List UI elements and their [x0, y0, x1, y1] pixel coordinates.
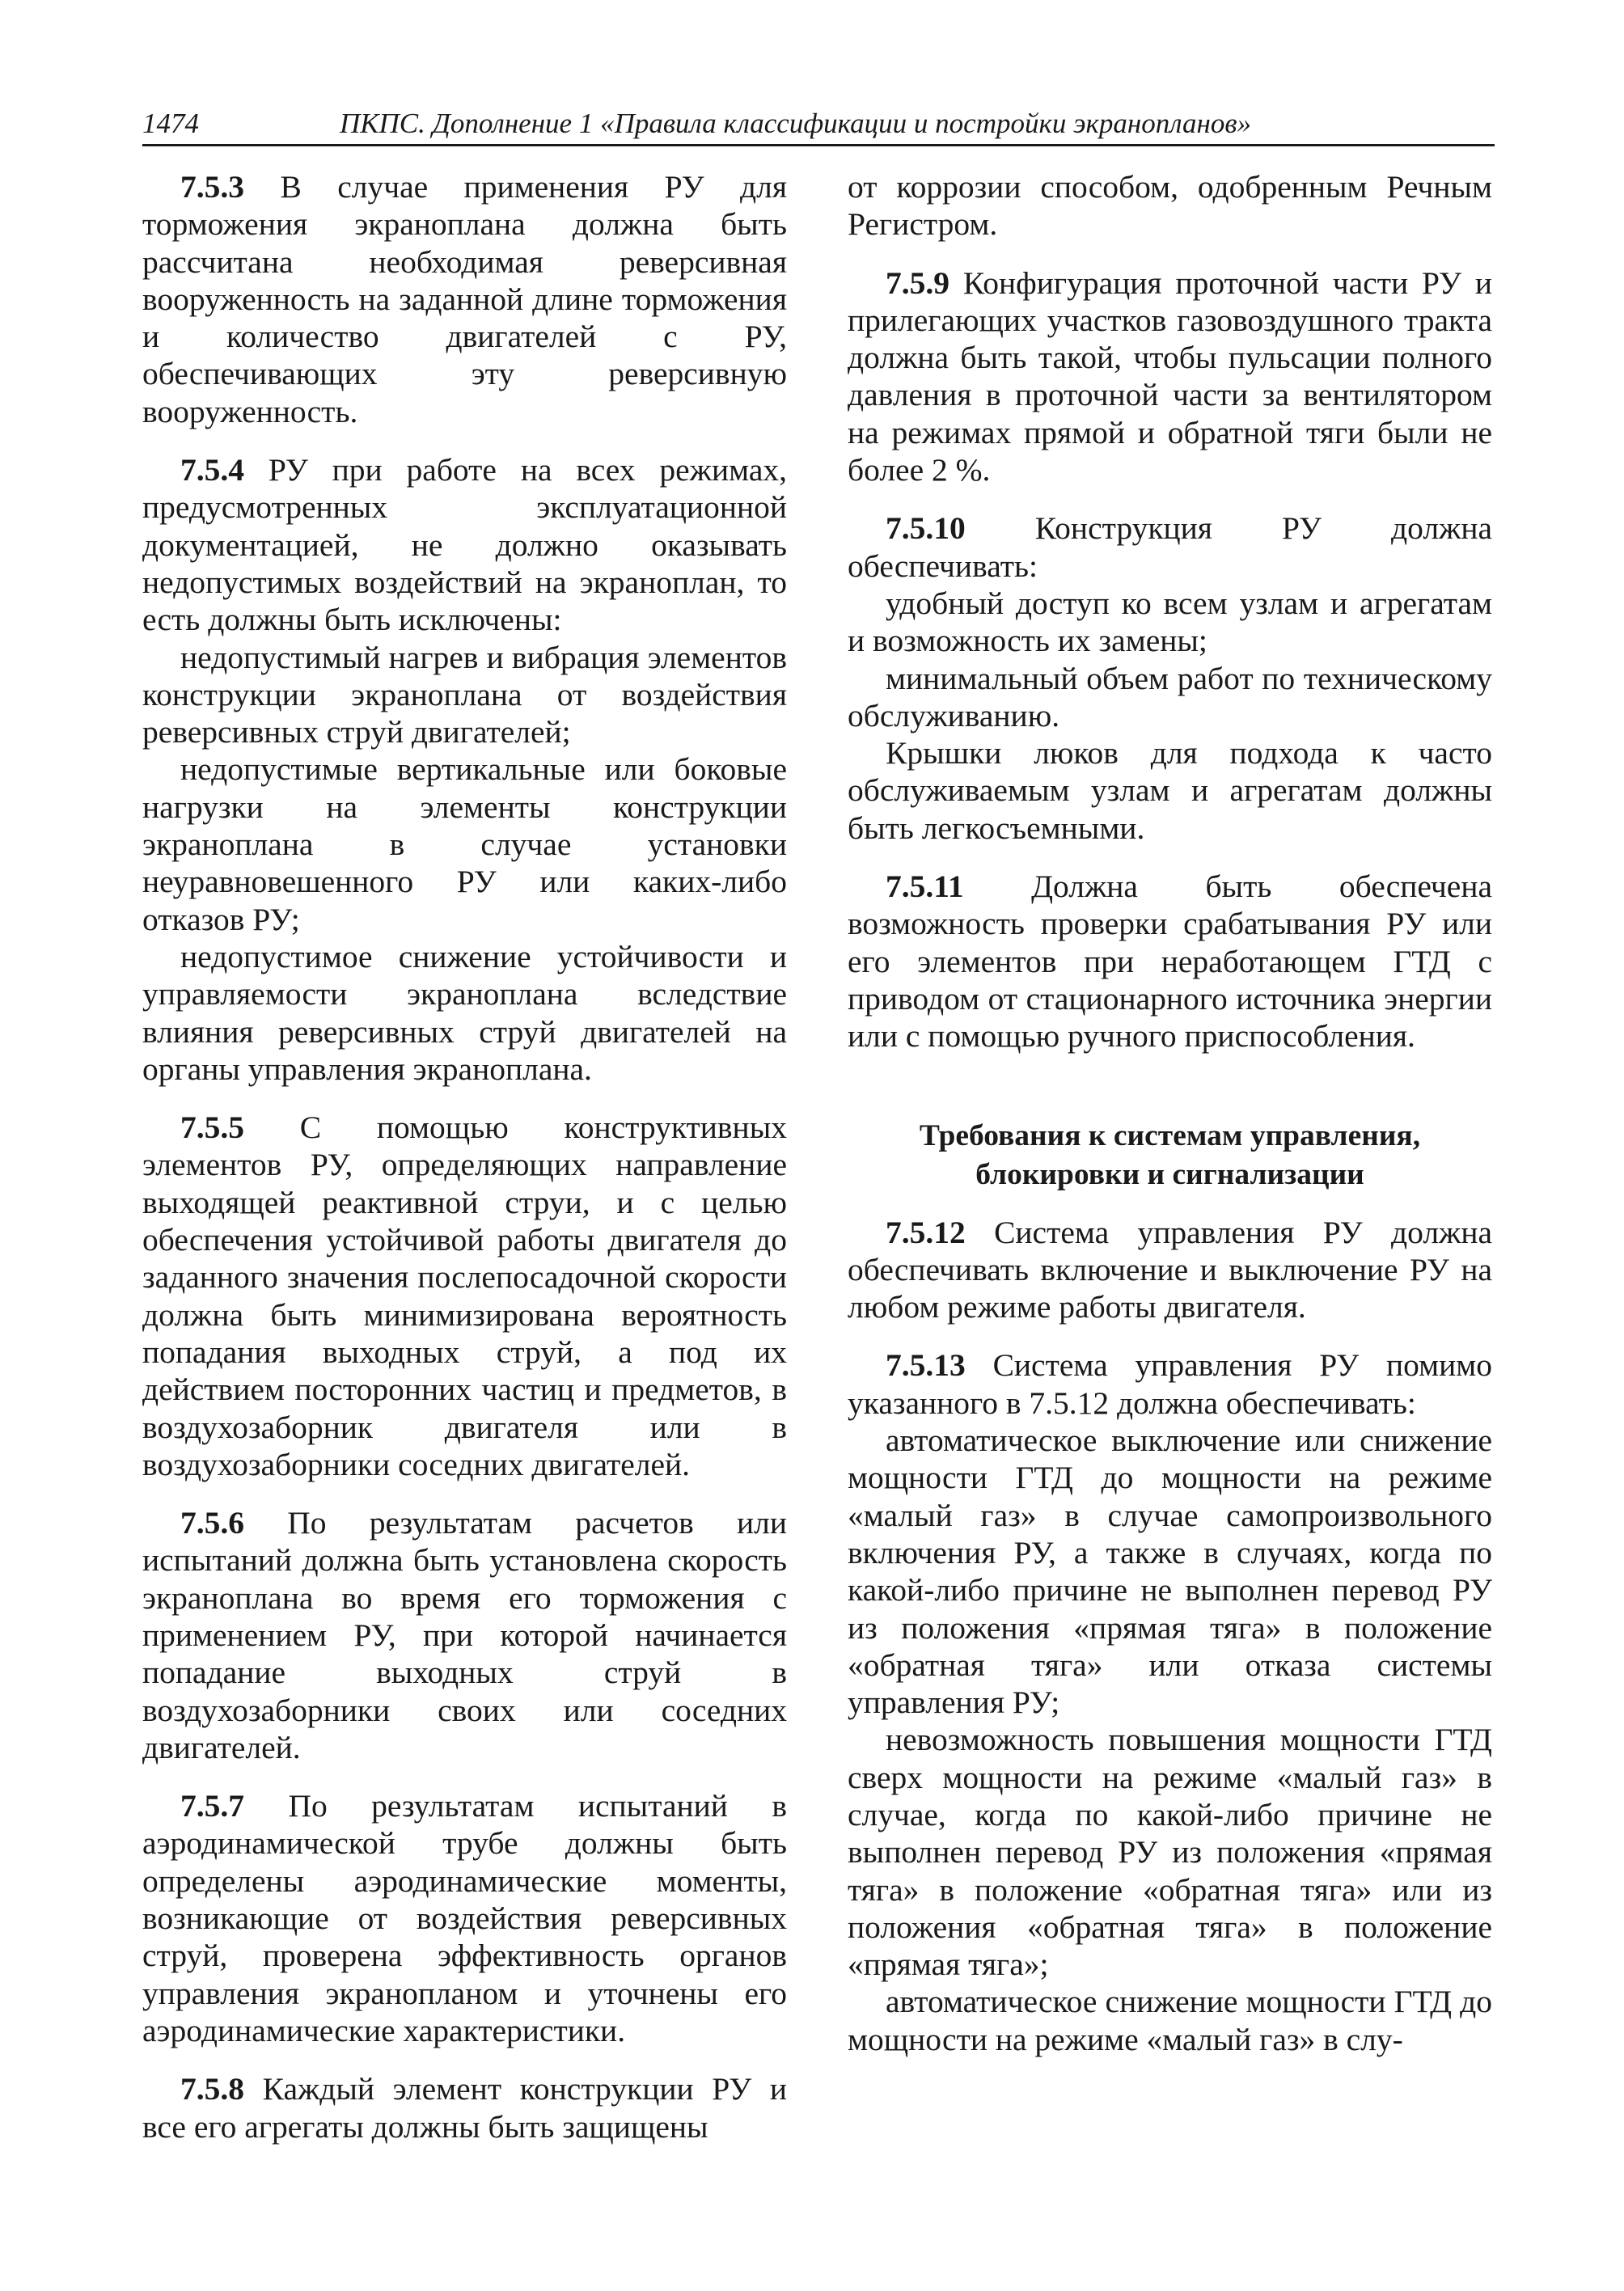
- left-column: [142, 168, 787, 2145]
- paragraph-text: Конфигурация проточной части РУ и прилегающих участков газовоздушного тракта должна быть такой, чтобы пульсации полного давления в проточной части за вентилятором на режимах прямой и обратной тяги были не более 2 %.: [848, 264, 1492, 488]
- clause-number: 7.5.12: [886, 1214, 966, 1250]
- clause-number: 7.5.7: [180, 1788, 244, 1824]
- paragraph-7-5-8-continued: от коррозии способом, одобренным Речным Регистром.: [848, 169, 1492, 243]
- running-title: ПКПС. Дополнение 1 «Правила классификации и постройки экранопланов»: [340, 108, 1252, 139]
- paragraph-text: По результатам испытаний в аэродинамической трубе должны быть определены аэродинамические моменты, возникающие от воздействия реверсивных струй, проверена эффективность органов управления экранопланом и уточнены его аэродинамические характеристики.: [142, 1788, 787, 2048]
- list-item: Крышки люков для подхода к часто обслуживаемым узлам и агрегатам должны быть легкосъемными.: [848, 735, 1492, 846]
- clause-number: 7.5.3: [180, 169, 244, 205]
- paragraph-7-5-6: [142, 1504, 787, 1766]
- paragraph-text: С помощью конструктивных элементов РУ, определяющих направление выходящей реактивной струи, и с целью обеспечения устойчивой работы двигателя до заданного значения послепосадочной скорости должна быть минимизирована вероятность попадания выходных струй, а под их действием посторонних частиц и предметов, в воздухозаборник двигателя или в воздухозаборники соседних двигателей.: [142, 1110, 787, 1482]
- paragraph-7-5-11: [848, 868, 1492, 1055]
- paragraph-7-5-8: [142, 2070, 787, 2145]
- list-item: автоматическое снижение мощности ГТД до мощности на режиме «малый газ» в слу-: [848, 1984, 1492, 2057]
- page-number: 1474: [142, 108, 199, 139]
- paragraph-7-5-4: [142, 451, 787, 638]
- paragraph-text: Система управления РУ должна обеспечивать включение и выключение РУ на любом режиме работы двигателя.: [848, 1214, 1492, 1325]
- paragraph-text: РУ при работе на всех режимах, предусмотренных эксплуатационной документацией, не должно оказывать недопустимых воздействий на экраноплан, то есть должны быть исключены:: [142, 452, 787, 638]
- paragraph-7-5-10: [848, 509, 1492, 585]
- clause-number: 7.5.9: [886, 264, 949, 301]
- paragraph-7-5-12: [848, 1214, 1492, 1326]
- section-heading: [848, 1117, 1492, 1194]
- clause-number: 7.5.11: [886, 869, 964, 905]
- list-item: минимальный объем работ по техническому обслуживанию.: [848, 660, 1492, 733]
- paragraph-text: По результатам расчетов или испытаний должна быть установлена скорость экраноплана во время его торможения с применением РУ, при которой начинается попадание выходных струй в воздухозаборники своих или соседних двигателей.: [142, 1505, 787, 1765]
- clause-number: 7.5.10: [886, 510, 966, 547]
- paragraph-text: В случае применения РУ для торможения экраноплана должна быть рассчитана необходимая реверсивная вооруженность на заданной длине торможения и количество двигателей с РУ, обеспечивающих эту реверсивную вооруженность.: [142, 169, 788, 429]
- list-item: удобный доступ ко всем узлам и агрегатам и возможность их замены;: [848, 585, 1492, 659]
- paragraph-text: Система управления РУ помимо указанного в 7.5.12 должна обеспечивать:: [848, 1347, 1493, 1421]
- clause-number: 7.5.13: [886, 1347, 966, 1384]
- paragraph-7-5-13: [848, 1346, 1492, 1422]
- clause-number: 7.5.8: [180, 2071, 244, 2107]
- section-heading-line-2: блокировки и сигнализации: [975, 1157, 1364, 1191]
- paragraph-text: Должна быть обеспечена возможность проверки срабатывания РУ или его элементов при неработающем ГТД с приводом от стационарного источника энергии или с помощью ручного приспособления.: [848, 869, 1493, 1055]
- paragraph-text: Каждый элемент конструкции РУ и все его агрегаты должны быть защищены: [142, 2071, 787, 2145]
- paragraph-text: Конструкция РУ должна обеспечивать:: [848, 510, 1492, 584]
- paragraph-7-5-5: [142, 1109, 787, 1483]
- paragraph-7-5-7: [142, 1787, 787, 2049]
- section-heading-line-1: Требования к системам управления,: [919, 1118, 1421, 1152]
- list-item: недопустимый нагрев и вибрация элементов конструкции экраноплана от воздействия реверсивных струй двигателей;: [142, 639, 787, 750]
- clause-number: 7.5.6: [180, 1505, 244, 1541]
- paragraph-7-5-3: [142, 168, 787, 430]
- paragraph-7-5-9: [848, 264, 1492, 489]
- running-header: [142, 104, 1495, 146]
- list-item: недопустимые вертикальные или боковые нагрузки на элементы конструкции экраноплана в случае установки неуравновешенного РУ или каких-либо отказов РУ;: [142, 751, 787, 937]
- list-item: невозможность повышения мощности ГТД сверх мощности на режиме «малый газ» в случае, когда по какой-либо причине не выполнен перевод РУ из положения «прямая тяга» в положение «обратная тяга» или из положения «обратная тяга» в положение «прямая тяга»;: [848, 1722, 1492, 1983]
- list-item: недопустимое снижение устойчивости и управляемости экраноплана вследствие влияния реверсивных струй двигателей на органы управления экраноплана.: [142, 938, 787, 1087]
- clause-number: 7.5.4: [180, 452, 244, 488]
- clause-number: 7.5.5: [180, 1110, 244, 1146]
- right-column: [848, 168, 1492, 2058]
- list-item: автоматическое выключение или снижение мощности ГТД до мощности на режиме «малый газ» в случае самопроизвольного включения РУ, а также в случаях, когда по какой-либо причине не выполнен перевод РУ из положения «прямая тяга» в положение «обратная тяга» или отказа системы управления РУ;: [848, 1422, 1492, 1721]
